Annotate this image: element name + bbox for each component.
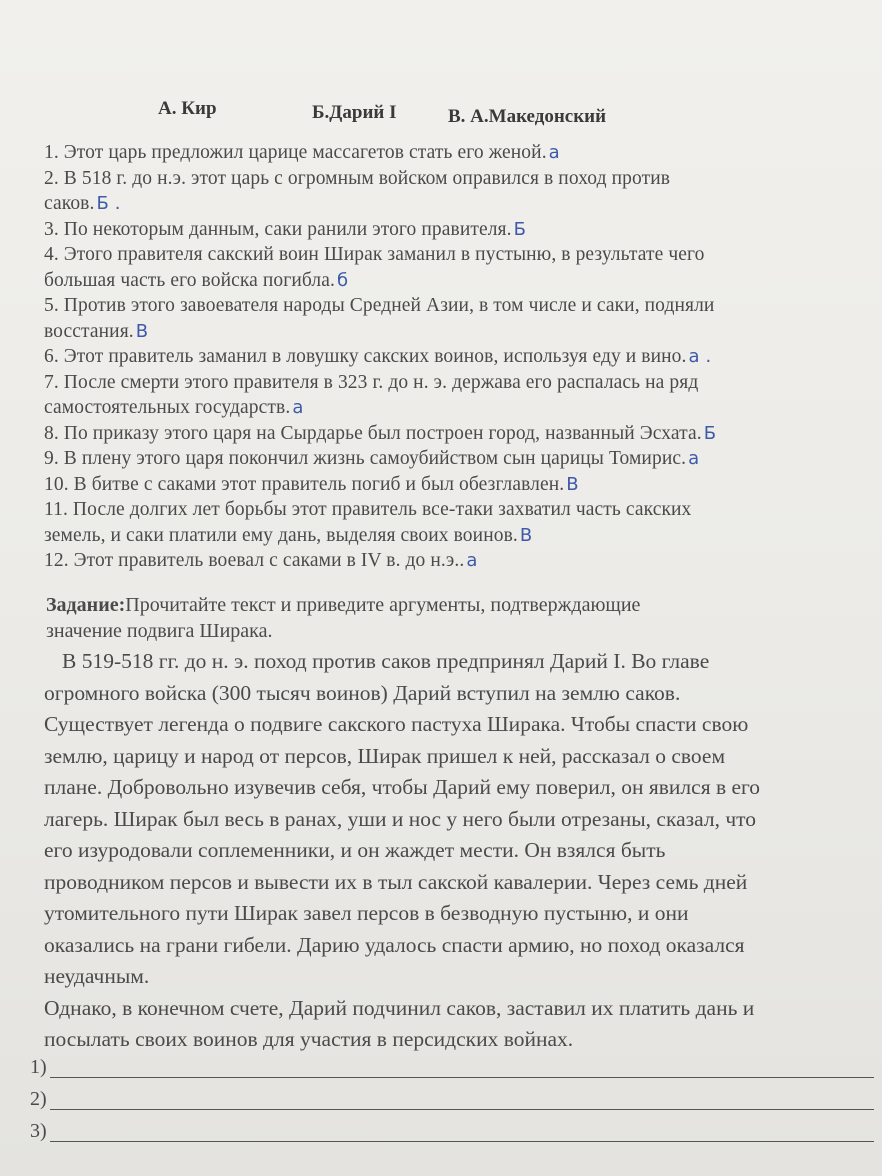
question-list [44, 140, 844, 574]
passage-line: Однако, в конечном счете, Дарий подчинил саков, заставил их платить дань и [44, 995, 755, 1020]
passage-line: проводником персов и вывести их в тыл сакской кавалерии. Через семь дней [44, 869, 748, 894]
question-line [44, 497, 844, 523]
question-line [44, 421, 844, 447]
question-line [44, 319, 844, 345]
question-text: 5. Против этого завоевателя народы Средней Азии, в том числе и саки, подняли [44, 295, 715, 316]
question-text: 6. Этот правитель заманил в ловушку сакских воинов, используя еду и вино. [44, 346, 687, 367]
question-line [44, 523, 844, 549]
reading-passage [44, 646, 864, 1056]
handwritten-answer: В [135, 320, 149, 342]
task-instruction-cont: значение подвига Ширака. [46, 620, 273, 642]
answer-number: 1) [30, 1056, 47, 1078]
answer-row [20, 1082, 880, 1114]
answer-number: 2) [30, 1088, 47, 1110]
option-b: Б.Дарий I [312, 102, 397, 123]
question-line [44, 242, 844, 268]
question-line [44, 293, 844, 319]
question-text: 9. В плену этого царя покончил жизнь самоубийством сын царицы Томирис. [44, 448, 687, 469]
question-line [44, 166, 844, 192]
question-text: саков. [44, 193, 95, 214]
passage-line: посылать своих воинов для участия в персидских войнах. [44, 1027, 574, 1051]
answer-area [20, 1050, 880, 1146]
question-text: 7. После смерти этого правителя в 323 г. до н. э. держава его распалась на ряд [44, 371, 699, 393]
question-text: 10. В битве с саками этот правитель погиб и был обезглавлен. [44, 473, 565, 495]
passage-line: утомительного пути Ширак завел персов в безводную пустыню, и они [44, 901, 689, 925]
question-line [44, 446, 844, 472]
passage-line: Существует легенда о подвиге сакского пастуха Ширака. Чтобы спасти свою [44, 712, 749, 736]
answer-row [20, 1050, 880, 1082]
passage-line: лагерь. Ширак был весь в ранах, уши и нос у него были отрезаны, сказал, что [44, 806, 756, 831]
question-text: большая часть его войска погибла. [44, 269, 335, 291]
question-line [44, 268, 844, 294]
question-line [44, 140, 844, 166]
passage-line: В 519-518 гг. до н. э. поход против саков предпринял Дарий I. Во главе [62, 649, 710, 673]
option-c: В. А.Македонский [448, 106, 607, 127]
task-label: Задание: [46, 594, 126, 616]
question-line [44, 370, 844, 396]
answer-blank-line[interactable] [50, 1077, 874, 1078]
option-a: А. Кир [158, 98, 217, 119]
task-instruction: Прочитайте текст и приведите аргументы, подтверждающие [125, 594, 641, 616]
question-line [44, 217, 844, 243]
question-text: земель, и саки платили ему дань, выделяя своих воинов. [44, 524, 518, 546]
question-line [44, 548, 844, 574]
handwritten-answer: б [337, 269, 349, 291]
passage-line: неудачным. [44, 964, 150, 988]
question-line [44, 472, 844, 498]
handwritten-answer: В [519, 524, 533, 546]
question-text: 11. После долгих лет борьбы этот правитель все-таки захватил часть сакских [44, 499, 692, 520]
task-block [46, 592, 846, 644]
handwritten-answer: а [548, 142, 560, 163]
handwritten-answer: Б [703, 422, 717, 444]
answer-blank-line[interactable] [50, 1109, 874, 1110]
question-text: самостоятельных государств. [44, 397, 291, 418]
passage-line: землю, царицу и народ от персов, Ширак пришел к ней, рассказал о своем [44, 743, 726, 768]
handwritten-answer: а [292, 397, 304, 418]
handwritten-answer: Б . [96, 193, 121, 214]
question-text: 2. В 518 г. до н.э. этот царь с огромным войском оправился в поход против [44, 167, 671, 189]
answer-blank-line[interactable] [50, 1141, 874, 1142]
passage-line: оказались на грани гибели. Дарию удалось спасти армию, но поход оказался [44, 932, 745, 957]
question-text: 3. По некоторым данным, саки ранили этого правителя. [44, 218, 512, 240]
question-line [44, 191, 844, 217]
question-text: восстания. [44, 320, 134, 342]
question-text: 1. Этот царь предложил царице массагетов стать его женой. [44, 142, 547, 163]
handwritten-answer: а [688, 448, 700, 469]
handwritten-answer: В [566, 473, 579, 495]
question-line [44, 395, 844, 421]
question-text: 4. Этого правителя сакский воин Ширак заманил в пустыню, в результате чего [44, 244, 705, 265]
question-text: 12. Этот правитель воевал с саками в IV в. до н.э.. [44, 550, 465, 571]
answer-number: 3) [30, 1120, 47, 1142]
passage-line: плане. Добровольно изувечив себя, чтобы Дарий ему поверил, он явился в его [44, 775, 761, 799]
handwritten-answer: а . [688, 346, 712, 367]
handwritten-answer: а [466, 550, 478, 571]
passage-line: его изуродовали соплеменники, и он жаждет мести. Он взялся быть [44, 838, 666, 862]
question-text: 8. По приказу этого царя на Сырдарье был построен город, названный Эсхата. [44, 422, 702, 444]
passage-line: огромного войска (300 тысяч воинов) Дарий вступил на землю саков. [44, 680, 681, 705]
answer-row [20, 1114, 880, 1146]
answer-options [0, 96, 882, 126]
question-line [44, 344, 844, 370]
handwritten-answer: Б [513, 218, 527, 240]
